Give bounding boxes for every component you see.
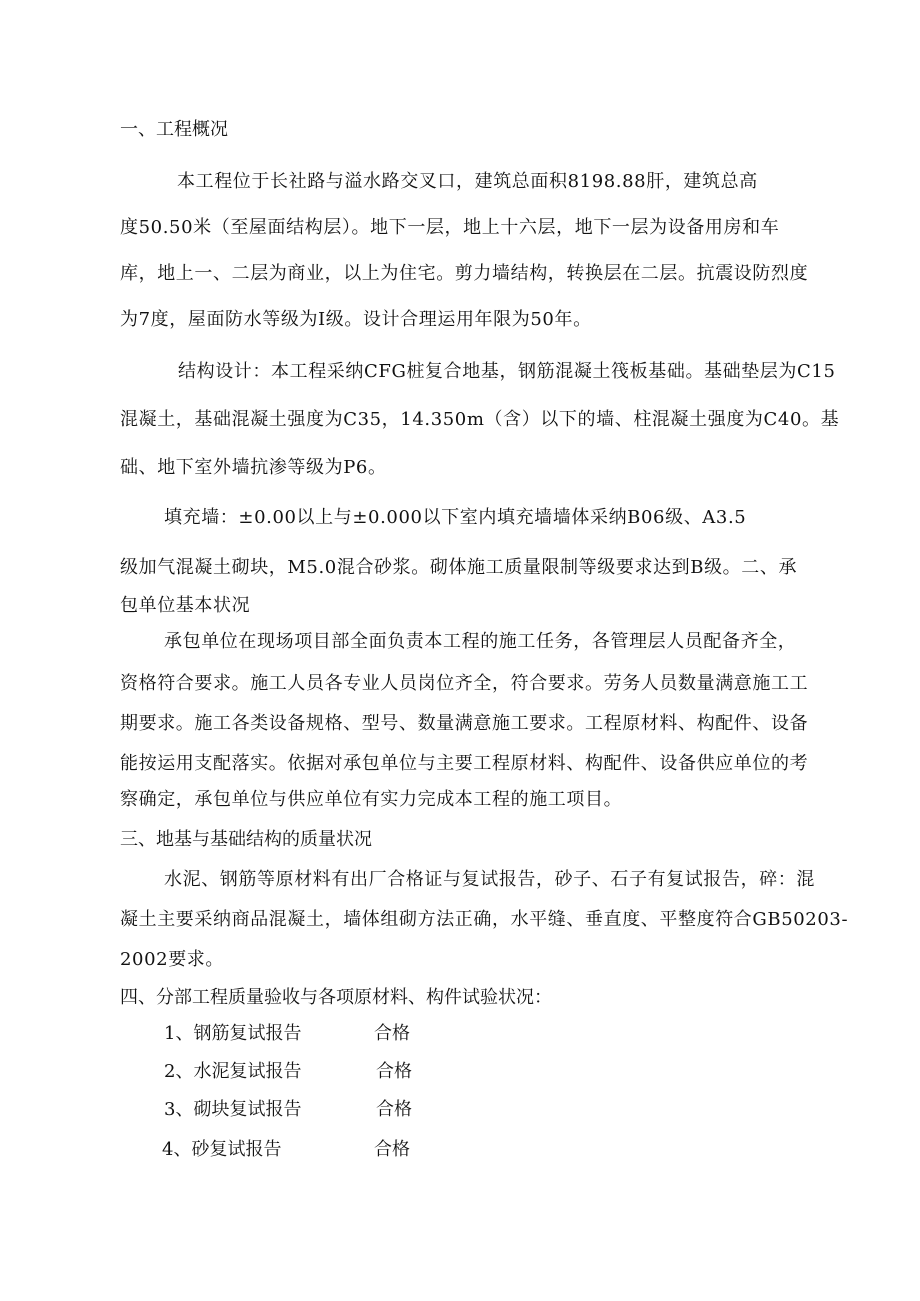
paragraph-line xyxy=(0,170,920,194)
line-text: 2002要求。 xyxy=(120,949,225,970)
section-heading-4 xyxy=(0,986,920,1010)
line-text: 资格符合要求。施工人员各专业人员岗位齐全，符合要求。劳务人员数量满意施工工 xyxy=(120,673,809,694)
paragraph-line xyxy=(0,712,920,736)
paragraph-line xyxy=(0,868,920,892)
line-text: 为7度，屋面防水等级为Ⅰ级。设计合理运用年限为50年。 xyxy=(120,309,592,330)
line-text: 能按运用支配落实。依据对承包单位与主要工程原材料、构配件、设备供应单位的考 xyxy=(120,753,809,774)
list-item xyxy=(0,1138,920,1162)
paragraph-line xyxy=(0,594,920,618)
paragraph-line xyxy=(0,506,920,530)
item-result: 合格 xyxy=(374,1139,410,1160)
section-heading-3 xyxy=(0,828,920,852)
item-label: 1、钢筋复试报告 xyxy=(164,1023,302,1044)
section-heading-1 xyxy=(0,118,920,142)
item-label: 3、砌块复试报告 xyxy=(164,1099,302,1120)
paragraph-line xyxy=(0,408,920,432)
paragraph-line xyxy=(0,752,920,776)
list-item xyxy=(0,1060,920,1084)
line-text: 结构设计：本工程采纳CFG桩复合地基，钢筋混凝土筏板基础。基础垫层为C15 xyxy=(178,361,836,382)
paragraph-line xyxy=(0,672,920,696)
line-text: 混凝土，基础混凝土强度为C35，14.350m（含）以下的墙、柱混凝土强度为C40。基 xyxy=(120,409,840,430)
line-text: 承包单位在现场项目部全面负责本工程的施工任务，各管理层人员配备齐全， xyxy=(164,631,797,652)
item-result: 合格 xyxy=(376,1061,412,1082)
line-text: 包单位基本状况 xyxy=(120,595,251,616)
paragraph-line xyxy=(0,308,920,332)
line-text: 级加气混凝土砌块，M5.0混合砂浆。砌体施工质量限制等级要求达到B级。二、承 xyxy=(120,557,798,578)
line-text: 水泥、钢筋等原材料有出厂合格证与复试报告，砂子、石子有复试报告，碎：混 xyxy=(164,869,815,890)
item-result: 合格 xyxy=(376,1099,412,1120)
paragraph-line xyxy=(0,788,920,812)
paragraph-line xyxy=(0,360,920,384)
heading-text: 三、地基与基础结构的质量状况 xyxy=(120,829,372,850)
paragraph-line xyxy=(0,948,920,972)
line-text: 填充墙：±0.00以上与±0.000以下室内填充墙墙体采纳B06级、A3.5 xyxy=(164,507,747,528)
list-item xyxy=(0,1098,920,1122)
paragraph-line xyxy=(0,556,920,580)
paragraph-line xyxy=(0,630,920,654)
item-result: 合格 xyxy=(374,1023,410,1044)
list-item xyxy=(0,1022,920,1046)
line-text: 期要求。施工各类设备规格、型号、数量满意施工要求。工程原材料、构配件、设备 xyxy=(120,713,809,734)
line-text: 凝土主要采纳商品混凝土，墙体组砌方法正确，水平缝、垂直度、平整度符合GB50203- xyxy=(120,909,849,930)
line-text: 库，地上一、二层为商业，以上为住宅。剪力墙结构，转换层在二层。抗震设防烈度 xyxy=(120,263,809,284)
line-text: 度50.50米（至屋面结构层）。地下一层，地上十六层，地下一层为设备用房和车 xyxy=(120,217,780,238)
item-label: 2、水泥复试报告 xyxy=(164,1061,302,1082)
paragraph-line xyxy=(0,908,920,932)
line-text: 础、地下室外墙抗渗等级为P6。 xyxy=(120,457,387,478)
heading-text: 一、工程概况 xyxy=(120,119,228,140)
item-label: 4、砂复试报告 xyxy=(162,1139,282,1160)
heading-text: 四、分部工程质量验收与各项原材料、构件试验状况： xyxy=(120,987,552,1008)
line-text: 本工程位于长社路与溢水路交叉口，建筑总面积8198.88肝，建筑总高 xyxy=(177,171,758,192)
paragraph-line xyxy=(0,456,920,480)
paragraph-line xyxy=(0,262,920,286)
paragraph-line xyxy=(0,216,920,240)
line-text: 察确定，承包单位与供应单位有实力完成本工程的施工项目。 xyxy=(120,789,623,810)
